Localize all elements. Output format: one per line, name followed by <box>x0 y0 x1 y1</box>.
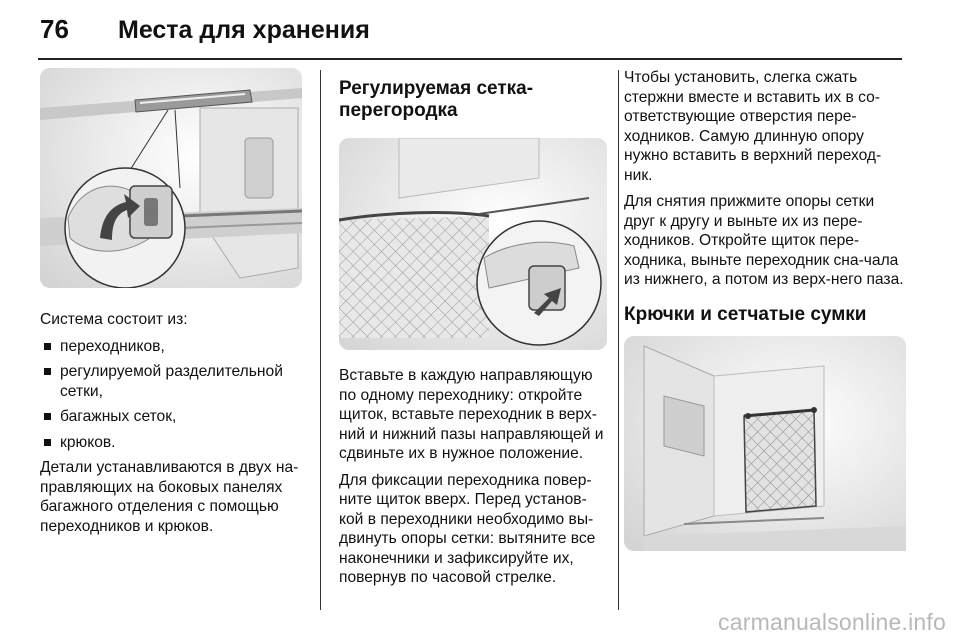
square-bullet-icon <box>44 439 51 446</box>
instruction-text-3: Чтобы установить, слегка сжать стержни вместе и вставить их в со-ответствующие отверстия пере-ходников. Самую длинную опору нужно вставить в верхний переход-ник. <box>624 69 882 184</box>
square-bullet-icon <box>44 368 51 375</box>
column-3 <box>624 68 906 551</box>
page-header <box>40 14 370 54</box>
square-bullet-icon <box>44 413 51 420</box>
watermark: carmanualsonline.info <box>718 609 946 635</box>
page-title: Места для хранения <box>118 16 370 44</box>
list-item: багажных сеток, <box>40 407 302 427</box>
hooks-net-bag-illustration <box>624 336 906 551</box>
list-item: регулируемой разделительной сетки, <box>40 362 302 401</box>
square-bullet-icon <box>44 343 51 350</box>
header-divider <box>38 58 902 60</box>
column-2 <box>339 68 607 595</box>
instruction-text-1: Вставьте в каждую направляющую по одному переходнику: откройте щиток, вставьте переходник в верх-ний и нижний пазы направляющей и сдвиньте их в нужное положение. <box>339 367 604 462</box>
instruction-text-2: Для фиксации переходника повер-ните щиток вверх. Перед установ-кой в переходники необходимо вы-двинуть опоры сетки: вытяните все наконечники и зафиксируйте их, повернув по часовой стрелке. <box>339 471 596 586</box>
components-list <box>40 337 302 453</box>
section-heading-hooks-bags: Крючки и сетчатые сумки <box>624 303 867 325</box>
column-divider-2 <box>618 70 619 610</box>
column-1 <box>40 68 302 543</box>
column-divider-1 <box>320 70 321 610</box>
intro-text: Система состоит из: <box>40 311 188 328</box>
section-heading-net-partition: Регулируемая сетка-перегородка <box>339 78 534 121</box>
description-text: Детали устанавливаются в двух на-правляющих на боковых панелях багажного отделения с помощью переходников и крюков. <box>40 459 299 535</box>
list-item: переходников, <box>40 337 302 357</box>
page-number: 76 <box>40 14 69 44</box>
net-partition-illustration <box>339 138 607 350</box>
instruction-text-4: Для снятия прижмите опоры сетки друг к другу и выньте их из пере-ходников. Откройте щиток пере-ходника, выньте переходник сна-чала из нижнего, а потом из верх-него паза. <box>624 193 904 288</box>
adapter-rail-illustration <box>40 68 302 288</box>
list-item: крюков. <box>40 433 302 453</box>
